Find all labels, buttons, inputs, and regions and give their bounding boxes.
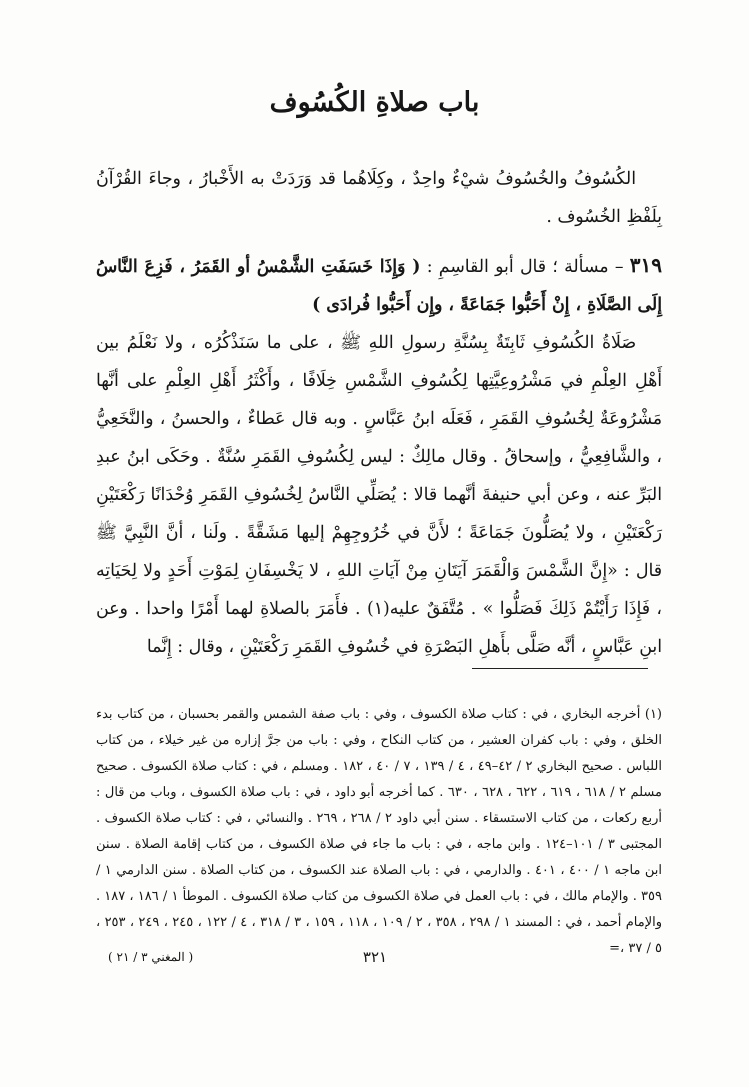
masala-intro: – مسألة ؛ قال أبو القاسِمِ : [426, 257, 624, 277]
page-number: ٣٢١ [362, 948, 388, 966]
commentary-paragraph: صَلَاةُ الكُسُوفِ ثَابِتَةٌ بِسُنَّةِ رسولِ اللهِ ﷺ ، على ما سَنَذْكُرُه ، ولا نَعْلَمُ بين أَهْلِ العِلْمِ في مَشْرُوعِيَّتِها لِكُسُوفِ الشَّمْسِ خِلَافًا ، وأَكْثَرُ أَهْلِ العِلْمِ على أنَّها مَشْرُوعَةٌ لِخُسُوفِ القَمَرِ ، فَعَلَه ابنُ عَبَّاسٍ . وبه قال عَطاءٌ ، والحسنُ ، والنَّخَعِيُّ ، والشَّافِعِيُّ ، وإسحاقُ . وقال مالِكٌ : ليس لِكُسُوفِ القَمَرِ سُنَّةٌ . وحَكَى ابنُ عبدِ البَرِّ عنه ، وعن أبي حنيفةَ أنَّهما قالا : يُصَلِّي النَّاسُ لِخُسُوفِ القَمَرِ وُحْدَانًا رَكْعَتَيْنِ رَكْعَتَيْنِ ، ولا يُصَلُّونَ جَمَاعَةً ؛ لأَنَّ في خُرُوجِهِمْ إليها مَشَقَّةً . ولَنا ، أنَّ النَّبِيَّ ﷺ قال : «إِنَّ الشَّمْسَ وَالْقَمَرَ آيَتَانِ مِنْ آيَاتِ اللهِ ، لا يَخْسِفَانِ لِمَوْتِ أَحَدٍ ولا لِحَيَاتِه ، فَإِذَا رَأَيْتُمْ ذَلِكَ فَصَلُّوا » . مُتَّفَقٌ عليه(١) . فأَمَرَ بالصلاةِ لهما أَمْرًا واحدا . وعن ابنِ عَبَّاسٍ ، أنَّه صَلَّى بأَهلِ البَصْرَةِ في خُسُوفِ القَمَرِ رَكْعَتَيْنِ ، وقال : إِنَّما [96, 333, 662, 657]
footnote-section [96, 702, 662, 962]
footnote-divider [472, 668, 648, 669]
intro-paragraph: الكُسُوفُ والخُسُوفُ شيْءٌ واحِدٌ ، وكِلَاهُما قد وَرَدَتْ به الأَخْبارُ ، وجاءَ القُرْآنُ بِلَفْظِ الخُسُوف . [96, 169, 662, 227]
footnote-1: (١) أخرجه البخاري ، في : كتاب صلاة الكسوف ، وفي : باب صفة الشمس والقمر بحسبان ، من كتاب بدء الخلق ، وفي : باب كفران العشير ، من كتاب النكاح ، وفي : باب من جرَّ إزاره من غير خيلاء ، من كتاب اللباس . صحيح البخاري ٢ / ٤٢–٤٩ ، ٤ / ١٣٩ ، ٧ / ٤٠ ، ١٨٢ . ومسلم ، في : كتاب صلاة الكسوف . صحيح مسلم ٢ / ٦١٨ ، ٦١٩ ، ٦٢٢ ، ٦٢٨ ، ٦٣٠ . كما أخرجه أبو داود ، في : باب صلاة الكسوف ، وباب من قال : أربع ركعات ، من كتاب الاستسقاء . سنن أبي داود ٢ / ٢٦٨ ، ٢٦٩ . والنسائي ، في : كتاب صلاة الكسوف . المجتبى ٣ / ١٠١–١٢٤ . وابن ماجه ، في : باب ما جاء في صلاة الكسوف ، من كتاب إقامة الصلاة . سنن ابن ماجه ١ / ٤٠٠ ، ٤٠١ . والدارمي ، في : باب الصلاة عند الكسوف ، من كتاب الصلاة . سنن الدارمي ١ / ٣٥٩ . والإمام مالك ، في : باب العمل في صلاة الكسوف من كتاب صلاة الكسوف . الموطأ ١ / ١٨٦ ، ١٨٧ . والإمام أحمد ، في : المسند ١ / ٢٩٨ ، ٣٥٨ ، ٢ / ١٠٩ ، ١١٨ ، ١٥٩ ، ٣ / ٣١٨ ، ٤ / ١٢٢ ، ٢٤٥ ، ٢٤٩ ، ٢٥٣ ، ٥ / ٣٧ ،= [96, 707, 663, 956]
chapter-title: باب صلاةِ الكُسُوف [269, 87, 480, 118]
masala-number: ٣١٩ [629, 253, 663, 277]
masala-paragraph [96, 246, 662, 324]
masala-text: ( وَإِذَا خَسَفَتِ الشَّمْسُ أو القَمَرُ ، فَزِعَ النَّاسُ إِلَى الصَّلَاةِ ، إِنْ أَحَبُّوا جَمَاعَةً ، وإِن أَحَبُّوا فُرادَى ) [96, 257, 662, 315]
running-footer: ( المغني ٣ / ٢١ ) [108, 950, 194, 964]
main-text [96, 160, 662, 666]
